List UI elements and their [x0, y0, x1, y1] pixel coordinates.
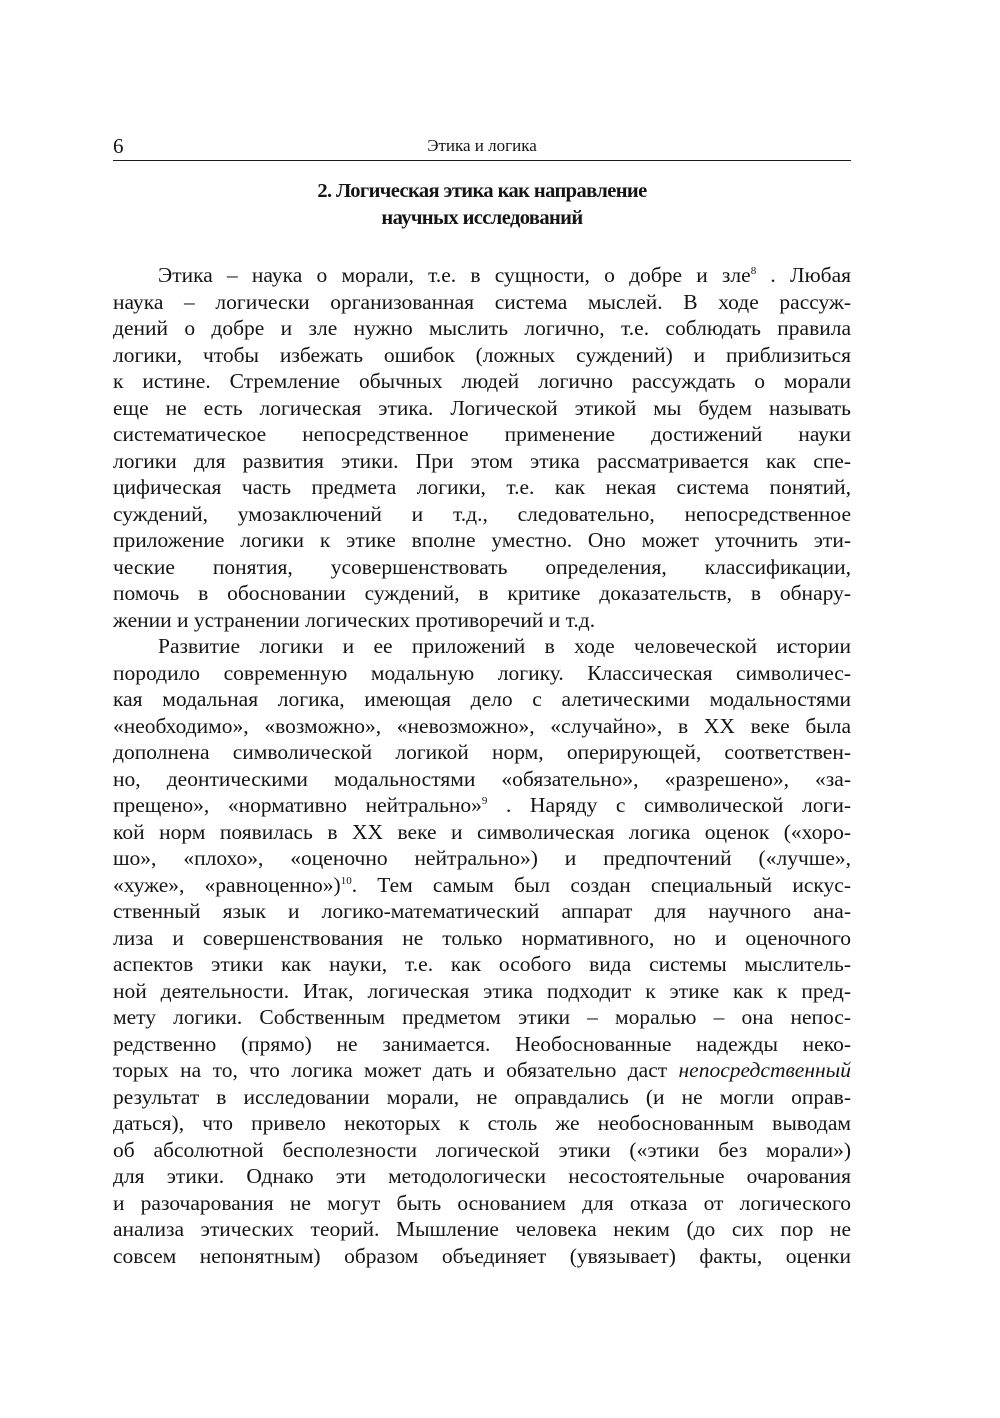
- emphasis: непосредственный: [678, 1058, 851, 1082]
- text-line: ственный язык и логико-математический аппарат для научного ана-: [113, 899, 851, 923]
- text-line: об абсолютной бесполезности логической этики («этики без морали»): [113, 1137, 851, 1162]
- text-line: но, деонтическими модальностями «обязательно», «разрешено», «за-: [113, 766, 851, 791]
- footnote-ref[interactable]: 10: [340, 874, 352, 887]
- text-line: прещено», «нормативно нейтрально»$^9$ . Наряду с символической логи-: [113, 793, 851, 817]
- text-line: жении и устранении логических противоречий и т.д.: [113, 607, 596, 632]
- text-line: для этики. Однако эти методологически несостоятельные очарования: [113, 1164, 851, 1188]
- text-line: дений о добре и зле нужно мыслить логично, т.е. соблюдать правила: [113, 316, 851, 340]
- text-line: торых на то, что логика может дать и обязательно даст непосредственный: [113, 1058, 851, 1082]
- page-number: 6: [113, 134, 124, 158]
- paragraph-2: [113, 633, 851, 1269]
- text-line: Этика – наука о морали, т.е. в сущности, о добре и зле$^8$ . Любая: [158, 263, 852, 287]
- text-line: шо», «плохо», «оценочно нейтрально») и предпочтений («лучше»,: [113, 846, 851, 870]
- footnote-ref[interactable]: 8: [750, 265, 757, 277]
- running-title: Этика и логика: [427, 136, 537, 155]
- text-line: «необходимо», «возможно», «невозможно», «случайно», в XX веке была: [113, 713, 851, 738]
- text-line: даться), что привело некоторых к столь же необоснованным выводам: [113, 1111, 851, 1135]
- text-line: кая модальная логика, имеющая дело с алетическими модальностями: [113, 687, 851, 711]
- footnote-ref[interactable]: 9: [481, 795, 488, 807]
- text-line: еще не есть логическая этика. Логической этикой мы будем называть: [113, 395, 851, 420]
- text-line: редственно (прямо) не занимается. Необоснованные надежды неко-: [113, 1031, 851, 1056]
- text-line: логики, чтобы избежать ошибок (ложных суждений) и приблизиться: [113, 342, 851, 367]
- section-title-line: научных исследований: [381, 207, 583, 229]
- text-line: суждений, умозаключений и т.д., следовательно, непосредственное: [113, 501, 851, 526]
- text-line: ной деятельности. Итак, логическая этика подходит к этике как к пред-: [113, 978, 851, 1003]
- text-line: приложение логики к этике вполне уместно. Оно может уточнить эти-: [113, 528, 851, 552]
- text-line: помочь в обосновании суждений, в критике доказательств, в обнару-: [113, 581, 851, 605]
- text-line: совсем непонятным) образом объединяет (увязывает) факты, оценки: [113, 1243, 851, 1268]
- text-line: кой норм появилась в XX веке и символическая логика оценок («хоро-: [113, 819, 851, 844]
- text-line: к истине. Стремление обычных людей логично рассуждать о морали: [113, 369, 851, 393]
- body-text: [113, 262, 851, 1269]
- text-line: результат в исследовании морали, не оправдались (и не могли оправ-: [113, 1084, 851, 1109]
- text-line: породило современную модальную логику. Классическая символичес-: [113, 660, 851, 685]
- text-line: мету логики. Собственным предметом этики – моралью – она непос-: [113, 1005, 851, 1029]
- text-line: аспектов этики как науки, т.е. как особого вида системы мыслитель-: [113, 952, 851, 976]
- text-line: «хуже», «равноценно»)$^{10}$. Тем самым был создан специальный искус-: [113, 872, 851, 897]
- text-line: и разочарования не могут быть основанием для отказа от логического: [113, 1190, 851, 1215]
- text-line: анализа этических теорий. Мышление человека неким (до сих пор не: [113, 1217, 851, 1241]
- text-line: ческие понятия, усовершенствовать определения, классификации,: [113, 554, 851, 579]
- section-title-line: 2. Логическая этика как направление: [317, 180, 647, 202]
- text-line: наука – логически организованная система мыслей. В ходе рассуж-: [113, 289, 851, 314]
- text-line: систематическое непосредственное применение достижений науки: [113, 422, 851, 446]
- text-line: цифическая часть предмета логики, т.е. как некая система понятий,: [113, 475, 851, 499]
- text-line: лиза и совершенствования не только нормативного, но и оценочного: [113, 925, 851, 950]
- text-line: Развитие логики и ее приложений в ходе человеческой истории: [158, 634, 851, 658]
- paragraph-1: [113, 262, 851, 633]
- page-header: [113, 132, 851, 161]
- text-line: дополнена символической логикой норм, оперирующей, соответствен-: [113, 740, 851, 764]
- text-line: логики для развития этики. При этом этика рассматривается как спе-: [113, 448, 851, 473]
- section-title: [113, 178, 851, 232]
